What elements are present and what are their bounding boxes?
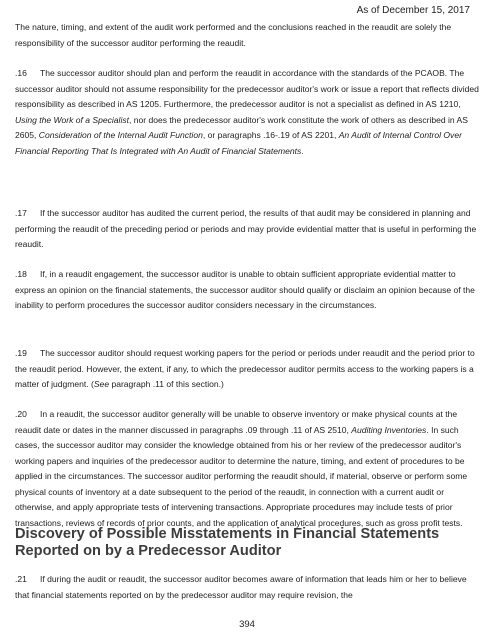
paragraph-number: .16: [15, 68, 27, 78]
paragraph-16: [15, 66, 481, 159]
citation-title: Using the Work of a Specialist: [15, 114, 130, 125]
paragraph-text: paragraph .11 of this section.): [109, 379, 224, 389]
paragraph-text: , nor does the predecessor auditor's work constitute the work of others as described in AS 2605,: [15, 114, 468, 140]
paragraph-text: In a reaudit, the successor auditor generally will be unable to observe inventory or make physical counts at the reaudit date or dates in the manner discussed in paragraphs .09 through .11 of AS 2510,: [15, 409, 458, 435]
paragraph-17: [15, 206, 481, 253]
paragraph-19: [15, 346, 481, 393]
citation-title: Auditing Inventories: [351, 424, 427, 435]
paragraph-number: .19: [15, 348, 27, 358]
paragraph-21: [15, 572, 481, 603]
paragraph-text: The successor auditor should request working papers for the period or periods under reaudit and the period prior to the reaudit period. However, the extent, if any, to which the predecessor auditor permits access to the working papers is a matter of judgment. (: [15, 348, 475, 389]
paragraph-text: The successor auditor should plan and perform the reaudit in accordance with the standards of the PCAOB. The successor auditor should not assume responsibility for the predecessor auditor's work or issue a report that reflects divided responsibility as described in AS 1205. Furthermore, the predecessor auditor is not a specialist as defined in AS 1210,: [15, 68, 479, 109]
paragraph-20: [15, 407, 481, 531]
citation-title: Consideration of the Internal Audit Function: [38, 130, 203, 140]
paragraph-text: .: [301, 145, 304, 156]
citation-title: An Audit of Internal Control Over Financial Reporting That Is Integrated with An Audit of Financial Statements: [15, 130, 462, 156]
paragraph-text: If the successor auditor has audited the current period, the results of that audit may be considered in planning and performing the reaudit of the preceding period or periods and may provide evidential matter that is useful in performing the reaudit.: [15, 208, 477, 249]
intro-text: The nature, timing, and extent of the audit work performed and the conclusions reached in the reaudit are solely the responsibility of the successor auditor performing the reaudit.: [15, 22, 452, 48]
paragraph-18: [15, 267, 481, 314]
paragraph-text: If during the audit or reaudit, the successor auditor becomes aware of information that leads him or her to believe that financial statements reported on by the predecessor auditor may require revision, the: [15, 574, 467, 600]
section-heading: Discovery of Possible Misstatements in Financial Statements Reported on by a Predecessor Auditor: [15, 526, 440, 559]
paragraph-number: .21: [15, 574, 27, 584]
page-number: 394: [239, 619, 255, 630]
paragraph-text: If, in a reaudit engagement, the successor auditor is unable to obtain sufficient appropriate evidential matter to express an opinion on the financial statements, the successor auditor should qualify or disclaim an opinion because of the inability to perform procedures the successor auditor considers necessary in the circumstances.: [15, 269, 475, 310]
header-date: As of December 15, 2017: [356, 5, 470, 16]
paragraph-text: , or paragraphs .16-.19 of AS 2201,: [202, 130, 339, 140]
paragraph-number: .17: [15, 208, 27, 218]
paragraph-text: . In such cases, the successor auditor may consider the knowledge obtained from his or her review of the predecessor auditor's working papers and inquiries of the predecessor auditor to determine the nature, timing, and extent of procedures to be applied in the circumstances. The successor auditor performing the reaudit should, if material, observe or perform some physical counts of inventory at a date subsequent to the period of the reaudit, in connection with a current audit or otherwise, and apply appropriate tests of intervening transactions. Appropriate procedures may include tests of prior transactions, reviews of records of prior counts, and the application of analytical procedures, such as gross profit tests.: [15, 424, 468, 528]
paragraph-number: .20: [15, 409, 27, 419]
intro-paragraph: [15, 20, 481, 51]
see-reference: See: [93, 379, 110, 389]
paragraph-number: .18: [15, 269, 27, 279]
